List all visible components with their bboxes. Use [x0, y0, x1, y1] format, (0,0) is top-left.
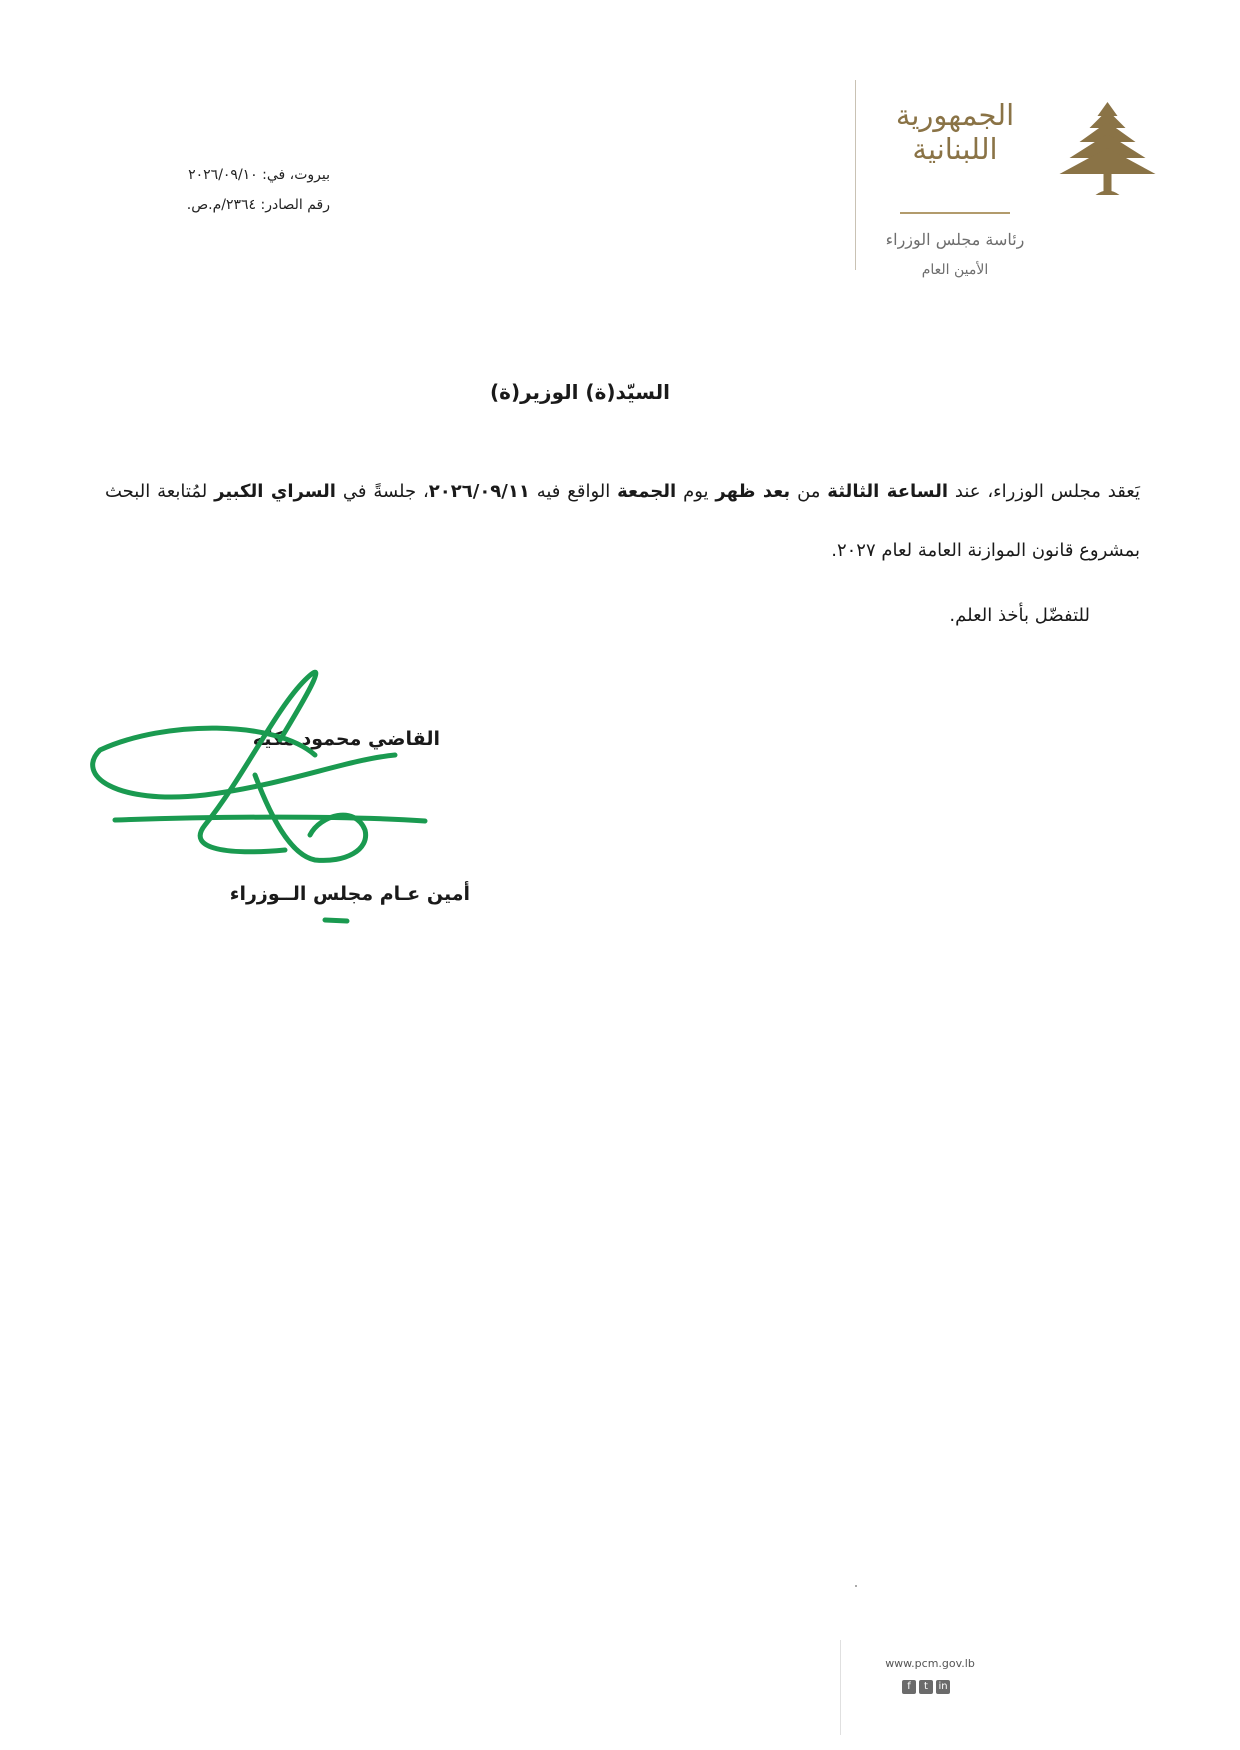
body-place: السراي الكبير [214, 481, 336, 502]
twitter-icon[interactable]: t [919, 1680, 933, 1694]
letterhead-rule [900, 212, 1010, 214]
body-text: يَعقد مجلس الوزراء، عند [948, 481, 1140, 502]
body-afternoon: بعد ظهر [715, 481, 791, 502]
body-paragraph [105, 462, 1140, 580]
letterhead-secretary-general: الأمين العام [921, 262, 989, 278]
reference-block [110, 160, 330, 220]
letterhead-divider [855, 80, 856, 270]
letterhead-presidency: رئاسة مجلس الوزراء [885, 230, 1025, 249]
republic-line-2: اللبنانية [912, 132, 998, 167]
body-text: ، جلسةً في [335, 481, 429, 502]
letterhead-republic-title [860, 98, 1050, 166]
date-line: بيروت، في: ٢٠٢٦/٠٩/١٠ [188, 167, 330, 183]
social-links [902, 1680, 950, 1694]
cedar-tree-emblem [1055, 100, 1160, 200]
signatory-title: أمين عـام مجلس الــوزراء [229, 883, 470, 905]
body-text: من [790, 481, 828, 502]
closing-line: للتفضّل بأخذ العلم. [949, 605, 1090, 626]
handwritten-signature [85, 655, 485, 945]
body-text: يوم [676, 481, 716, 502]
body-text: الواقع فيه [529, 481, 618, 502]
addressee: السيّد(ة) الوزير(ة) [490, 380, 670, 404]
body-time: الساعة الثالثة [827, 481, 948, 502]
signatory-name: القاضي محمود مكيّه [252, 728, 440, 750]
body-text: لمُتابعة البحث بمشروع قانون الموازنة العامة لعام ٢٠٢٧. [105, 481, 1140, 561]
footer-divider [840, 1640, 841, 1735]
body-date: ٢٠٢٦/٠٩/١١ [428, 481, 530, 502]
reference-number: رقم الصادر: ٢٣٦٤/م.ص. [186, 197, 330, 213]
scan-speck [855, 1585, 857, 1587]
facebook-icon[interactable]: f [902, 1680, 916, 1694]
body-day: الجمعة [617, 481, 677, 502]
footer-website[interactable]: www.pcm.gov.lb [885, 1657, 975, 1670]
linkedin-icon[interactable]: in [936, 1680, 950, 1694]
republic-line-1: الجمهورية [895, 98, 1015, 132]
